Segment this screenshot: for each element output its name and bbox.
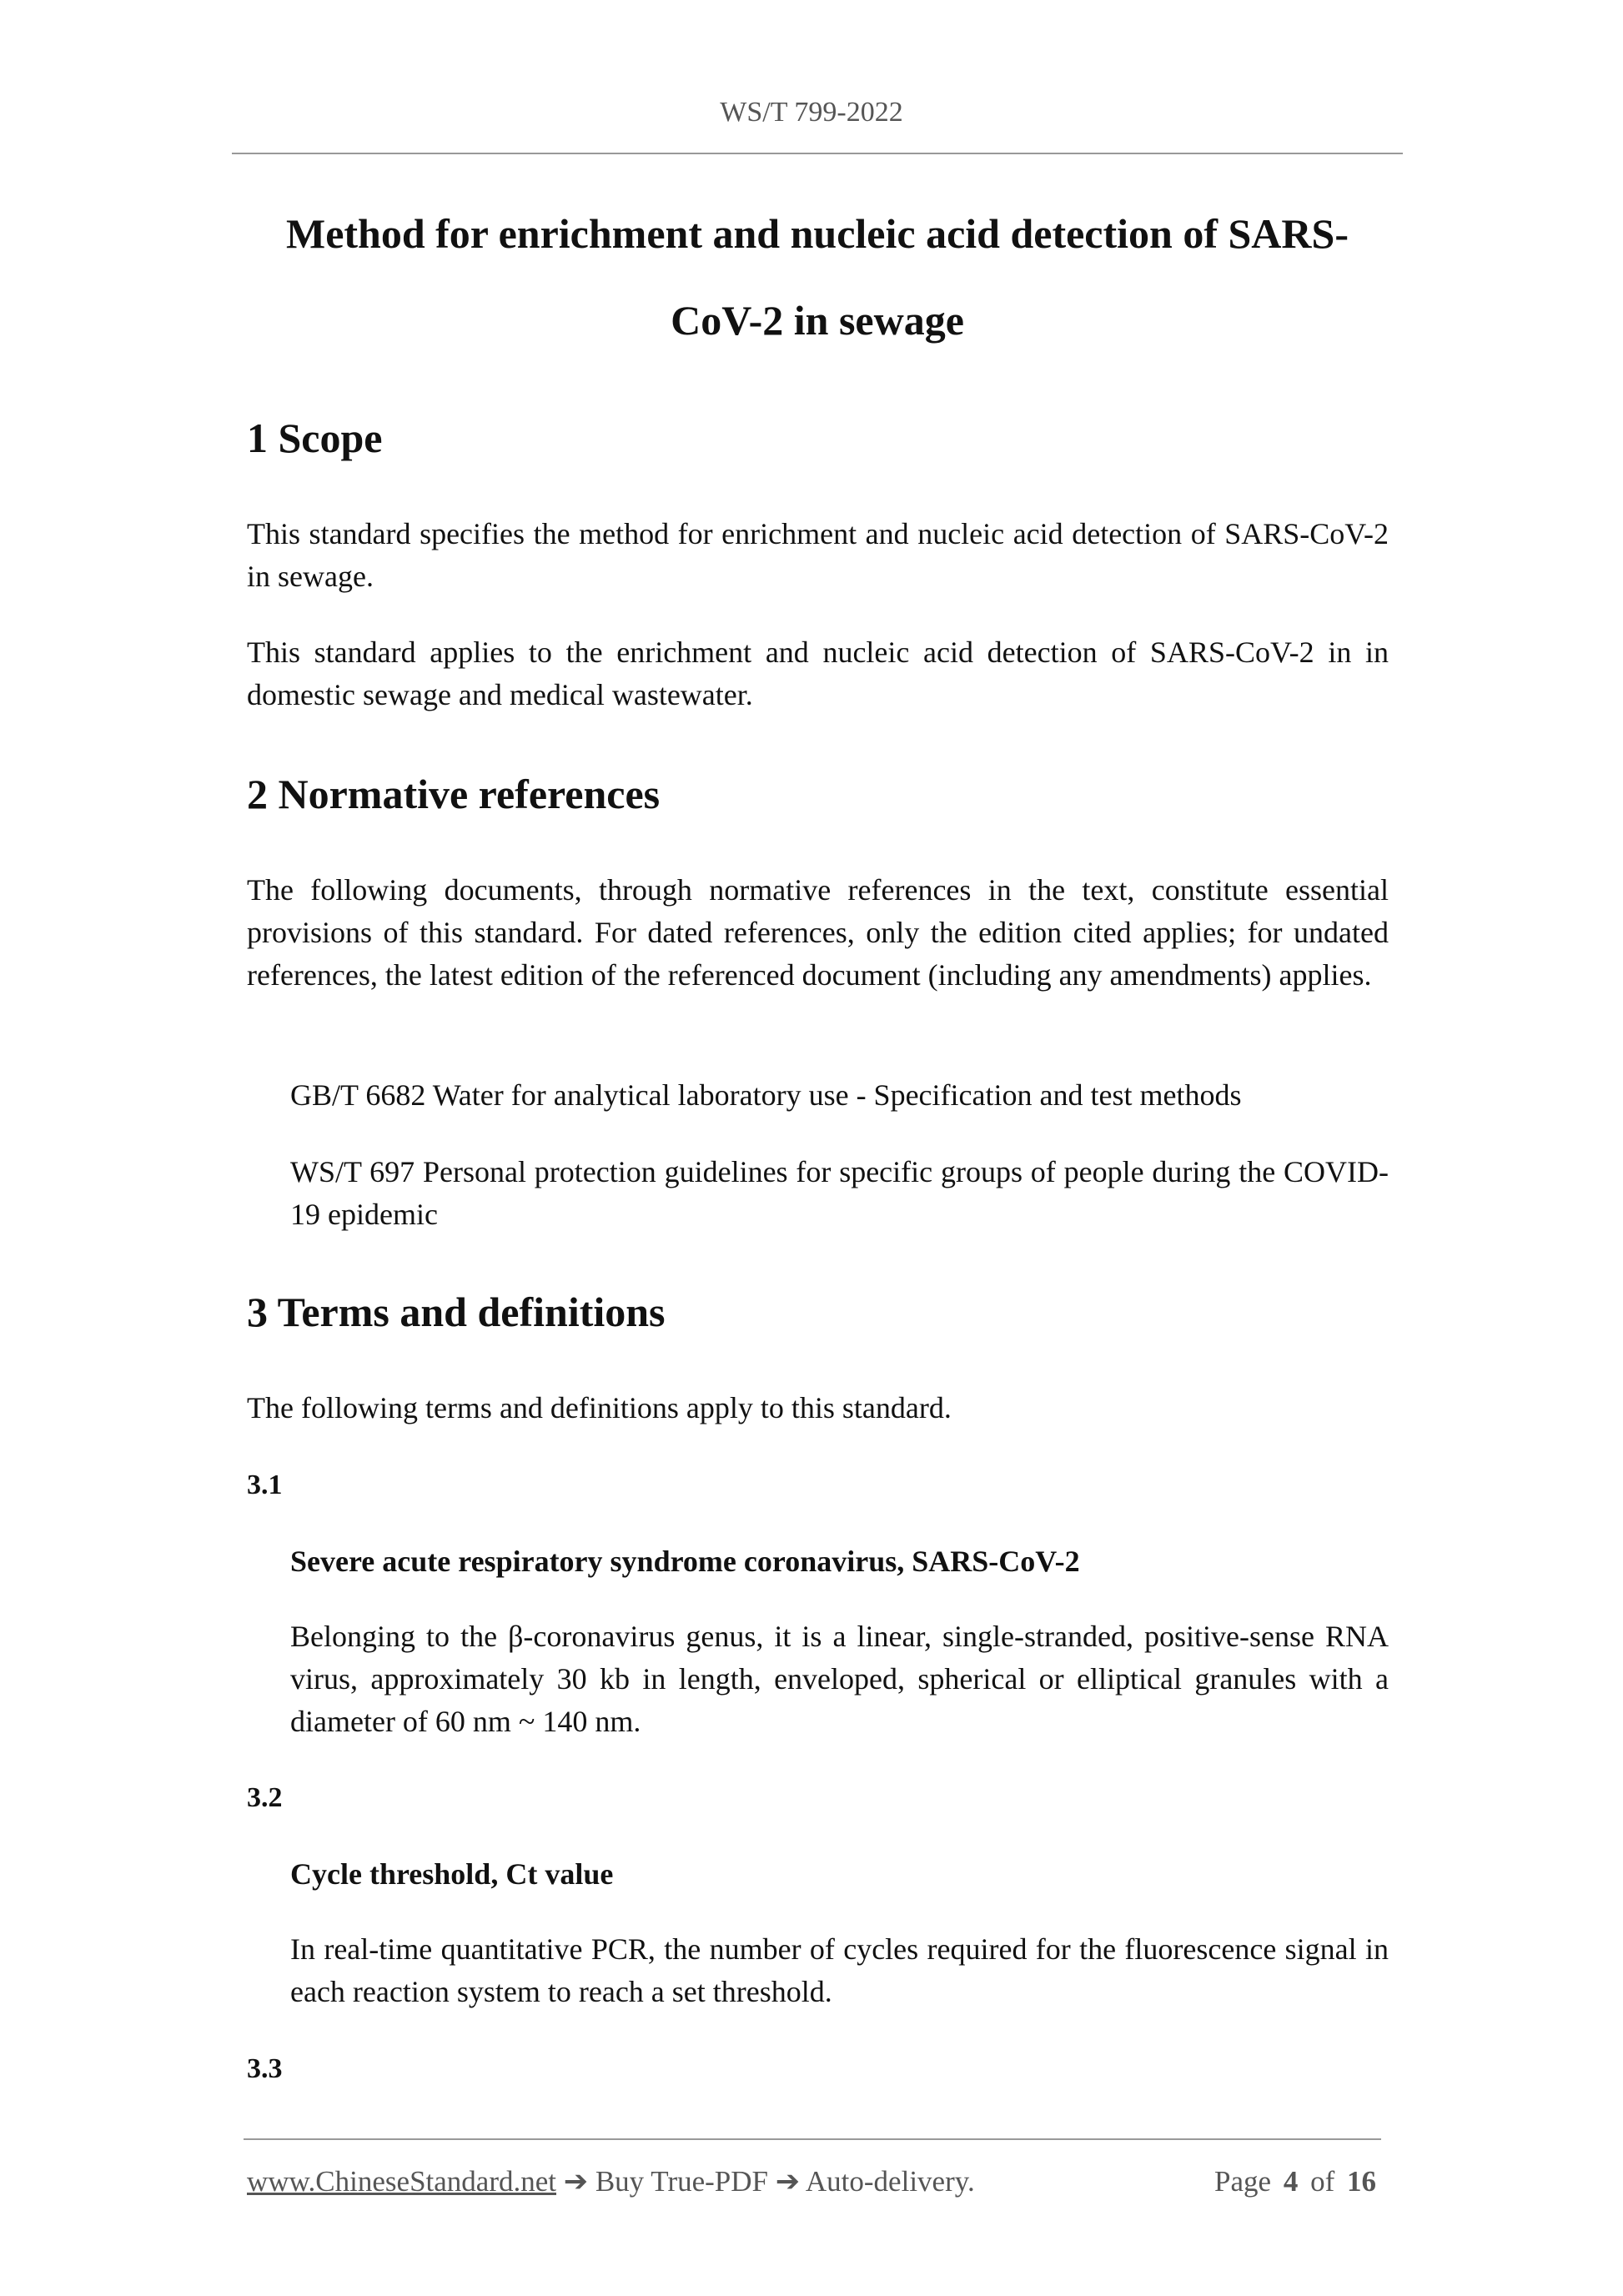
page-label: Page	[1214, 2165, 1272, 2198]
normative-paragraph: The following documents, through normative references in the text, constitute essential provisions of this standard. For dated references, only the edition cited applies; for undated references, the latest edition of the referenced document (including any amendments) applies.	[247, 873, 1389, 992]
page-total: 16	[1347, 2165, 1376, 2198]
heading-terms-definitions: 3 Terms and definitions	[247, 1289, 666, 1335]
page-indicator	[1214, 2160, 1376, 2203]
term-definition: In real-time quantitative PCR, the number of cycles required for the fluorescence signal in each reaction system to reach a set threshold.	[290, 1932, 1389, 2008]
header-divider	[232, 153, 1403, 154]
scope-paragraph-1: This standard specifies the method for enrichment and nucleic acid detection of SARS-CoV-2 in sewage.	[247, 517, 1389, 593]
heading-scope: 1 Scope	[247, 414, 383, 461]
scope-paragraph-2: This standard applies to the enrichment and nucleic acid detection of SARS-CoV-2 in in domestic sewage and medical wastewater.	[247, 636, 1389, 711]
title-line-1: Method for enrichment and nucleic acid detection of SARS-	[286, 210, 1349, 257]
terms-intro: The following terms and definitions apply to this standard.	[247, 1391, 952, 1424]
term-number: 3.3	[247, 2053, 283, 2084]
reference-item: WS/T 697 Personal protection guidelines for specific groups of people during the COVID-19 epidemic	[290, 1155, 1389, 1231]
heading-normative-references: 2 Normative references	[247, 771, 661, 817]
delivery-text: Auto-delivery.	[805, 2165, 975, 2198]
term-number: 3.2	[247, 1782, 283, 1813]
document-title	[209, 190, 1426, 364]
footer-promo	[247, 2160, 975, 2203]
page-number: 4	[1283, 2165, 1299, 2198]
arrow-icon: ➔	[563, 2165, 589, 2198]
footer-divider	[244, 2138, 1381, 2140]
header-doc-code: WS/T 799-2022	[720, 97, 903, 128]
arrow-icon: ➔	[775, 2165, 801, 2198]
term-number: 3.1	[247, 1470, 283, 1500]
of-label: of	[1310, 2165, 1335, 2198]
buy-text: Buy True-PDF	[595, 2165, 768, 2198]
website-link[interactable]: www.ChineseStandard.net	[247, 2165, 556, 2198]
term-definition: Belonging to the β-coronavirus genus, it is a linear, single-stranded, positive-sense RNA virus, approximately 30 kb in length, enveloped, spherical or elliptical granules with a diameter of 60 nm ~ 140 nm.	[290, 1620, 1389, 1738]
term-name: Cycle threshold, Ct value	[290, 1857, 614, 1891]
term-name: Severe acute respiratory syndrome coronavirus, SARS-CoV-2	[290, 1545, 1080, 1578]
title-line-2: CoV-2 in sewage	[671, 297, 964, 344]
reference-item: GB/T 6682 Water for analytical laboratory use - Specification and test methods	[290, 1078, 1242, 1112]
